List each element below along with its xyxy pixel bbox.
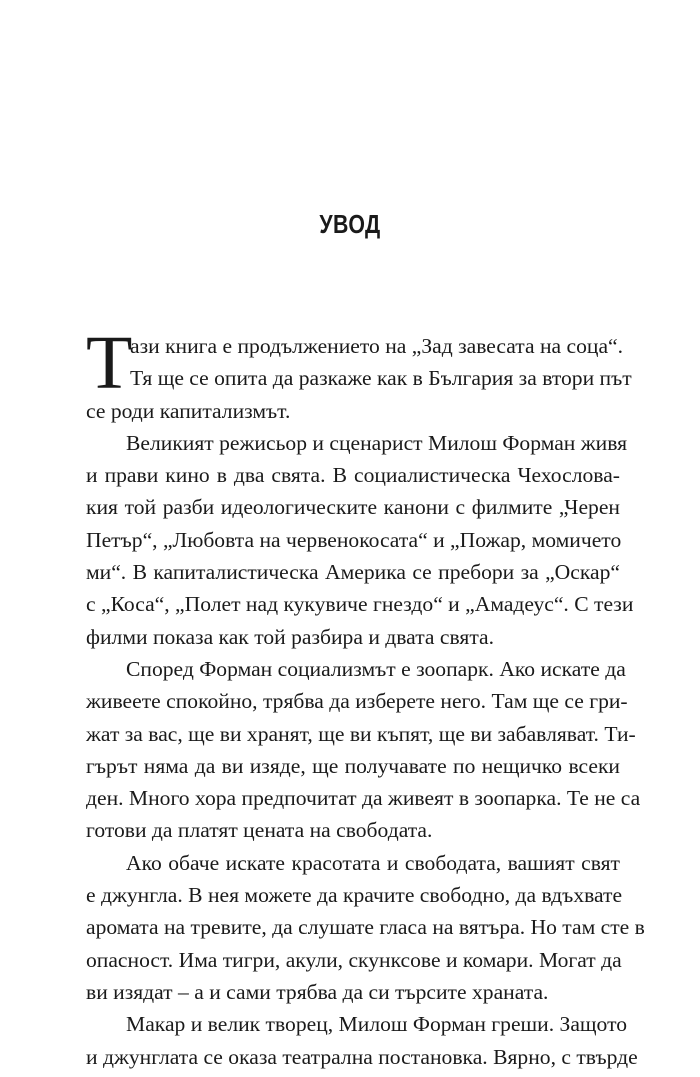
text-line: и джунглата се оказа театрална постановка. Вярно, с твърде	[86, 1044, 638, 1069]
text-line: Според Форман социализмът е зоопарк. Ако искате да	[126, 656, 626, 681]
text-line: Тя ще се опита да разкаже как в България за втори път	[130, 366, 632, 391]
text-line: с „Коса“, „Полет над кукувиче гнездо“ и „Амадеус“. С тези	[86, 592, 634, 617]
text-line: се роди капитализмът.	[86, 398, 291, 423]
text-line: Великият режисьор и сценарист Милош Форман живя	[126, 430, 628, 455]
text-line: е джунгла. В нея можете да крачите свободно, да вдъхвате	[86, 883, 623, 908]
drop-cap: Т	[86, 321, 133, 405]
text-line: Макар и велик творец, Милош Форман греши. Защото	[126, 1012, 628, 1037]
text-line: Петър“, „Любовта на червенокосата“ и „Пожар, момичето	[86, 527, 622, 552]
text-line: живеете спокойно, трябва да изберете него. Там ще се гри-	[86, 689, 628, 714]
text-line: ази книга е продължението на „Зад завесата на соца“.	[130, 334, 624, 358]
text-line: готови да платят цената на свободата.	[86, 818, 433, 843]
text-line: гърът няма да ви изяде, ще получавате по нещичко всеки	[86, 753, 620, 778]
text-line: ви изядат – а и сами трябва да си търсите храната.	[86, 979, 549, 1004]
text-line: аромата на тревите, да слушате гласа на вятъра. Но там сте в	[86, 915, 645, 940]
text-line: ден. Много хора предпочитат да живеят в зоопарка. Те не са	[86, 786, 641, 811]
chapter-title: УВОД	[319, 209, 381, 239]
text-line: кия той разби идеологическите канони с филмите „Черен	[86, 495, 620, 520]
text-line: филми показа как той разбира и двата свята.	[86, 624, 495, 649]
text-line: Ако обаче искате красотата и свободата, вашият свят	[126, 850, 620, 875]
text-line: жат за вас, ще ви хранят, ще ви къпят, ще ви забавляват. Ти-	[86, 721, 636, 746]
body-text	[86, 321, 645, 1073]
opening-paragraph	[86, 321, 632, 427]
text-line: и прави кино в два свята. В социалистическа Чехослова-	[86, 463, 620, 488]
text-line: опасност. Има тигри, акули, скунксове и комари. Могат да	[86, 947, 622, 972]
text-line: ми“. В капиталистическа Америка се пребори за „Оскар“	[86, 560, 620, 585]
